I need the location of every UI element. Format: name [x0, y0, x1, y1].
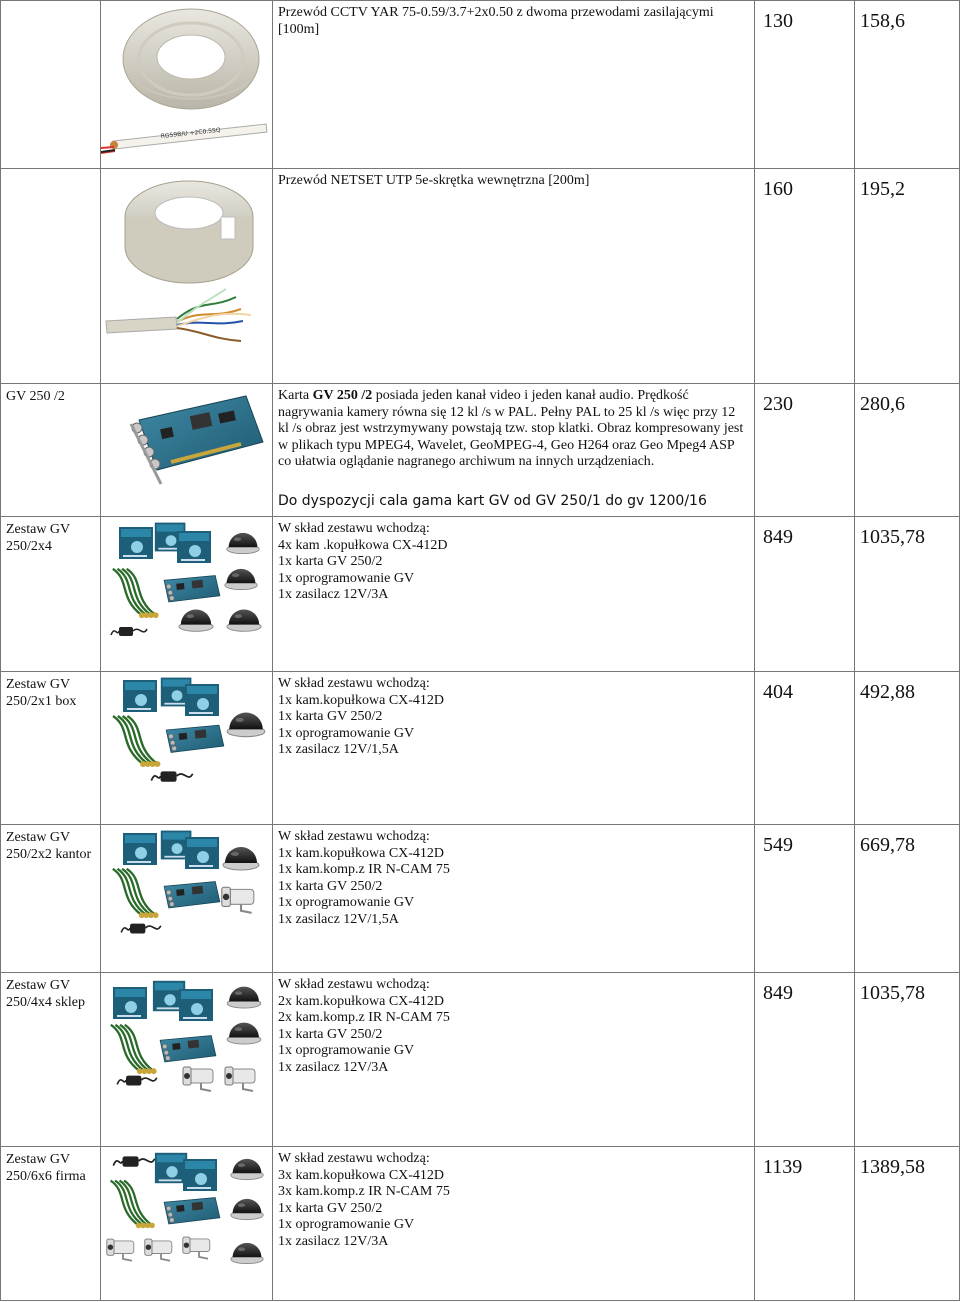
kit-item: W skład zestawu wchodzą: — [278, 829, 430, 844]
price-brutto: 1035,78 — [855, 517, 960, 672]
kit-2-cam-icon — [101, 825, 273, 971]
product-image-cell — [101, 973, 273, 1147]
desc-line: co ułatwia oglądanie nagranego archiwum na innych urządzeniach. — [278, 454, 655, 469]
kit-item: 1x zasilacz 12V/3A — [278, 1059, 389, 1075]
product-description — [273, 1147, 755, 1301]
kit-item: W skład zestawu wchodzą: — [278, 521, 430, 536]
kit-item: 1x oprogramowanie GV — [278, 570, 415, 586]
product-code: Zestaw GV 250/2x2 kantor — [1, 825, 101, 973]
product-code — [1, 169, 101, 384]
product-image-cell — [101, 384, 273, 517]
table-row — [1, 517, 960, 672]
table-row — [1, 672, 960, 825]
kit-item: 1x zasilacz 12V/1,5A — [278, 742, 399, 757]
kit-item: 1x zasilacz 12V/3A — [278, 1233, 389, 1249]
capture-card-icon — [101, 384, 273, 514]
price-netto: 849 — [755, 973, 855, 1147]
product-code: Zestaw GV 250/4x4 sklep — [1, 973, 101, 1147]
kit-item: 1x kam.komp.z IR N-CAM 75 — [278, 862, 450, 877]
price-brutto: 195,2 — [855, 169, 960, 384]
kit-item: 1x karta GV 250/2 — [278, 878, 383, 894]
product-description — [273, 672, 755, 825]
product-code: Zestaw GV 250/2x4 — [1, 517, 101, 672]
product-image-cell — [101, 169, 273, 384]
table-row — [1, 169, 960, 384]
price-brutto: 158,6 — [855, 1, 960, 169]
desc-line: [100m] — [278, 21, 320, 37]
product-code: Zestaw GV 250/6x6 firma — [1, 1147, 101, 1301]
table-row — [1, 973, 960, 1147]
desc-line: w plikach typu MPEG4, Wavelet, GeoMPEG-4, Geo H264 oraz Geo Mpeg4 ASP — [278, 437, 735, 453]
price-netto: 404 — [755, 672, 855, 825]
desc-line: Przewód CCTV YAR 75-0.59/3.7+2x0.50 z dwoma przewodami zasilającymi — [278, 5, 714, 20]
price-brutto: 492,88 — [855, 672, 960, 825]
kit-item: 1x karta GV 250/2 — [278, 554, 383, 569]
kit-4-dome-icon — [101, 517, 273, 667]
kit-item: 1x karta GV 250/2 — [278, 709, 383, 724]
product-description — [273, 169, 755, 384]
price-netto: 230 — [755, 384, 855, 517]
desc-line: nagrywania kamery równa się 12 kl /s w PAL. Pełny PAL to 25 kl /s więc przy 12 — [278, 404, 736, 420]
kit-item: 1x oprogramowanie GV — [278, 725, 415, 741]
product-code: GV 250 /2 — [1, 384, 101, 517]
desc-line: Przewód NETSET UTP 5e-skrętka wewnętrzna [200m] — [278, 173, 590, 188]
table-row — [1, 1147, 960, 1301]
kit-4-cam-icon — [101, 973, 273, 1143]
kit-item: 1x oprogramowanie GV — [278, 895, 415, 910]
price-netto: 160 — [755, 169, 855, 384]
kit-6-cam-icon — [101, 1147, 273, 1297]
product-code: Zestaw GV 250/2x1 box — [1, 672, 101, 825]
kit-item: 2x kam.komp.z IR N-CAM 75 — [278, 1010, 450, 1025]
price-brutto: 1389,58 — [855, 1147, 960, 1301]
kit-item: 1x oprogramowanie GV — [278, 1217, 415, 1232]
kit-item: 3x kam.komp.z IR N-CAM 75 — [278, 1184, 450, 1199]
availability-note: Do dyspozycji cala gama kart GV od GV 250/1 do gv 1200/16 — [278, 492, 707, 509]
product-image-cell — [101, 517, 273, 672]
price-brutto: 1035,78 — [855, 973, 960, 1147]
utp-cable-reel-icon — [101, 169, 273, 381]
product-image-cell — [101, 1, 273, 169]
price-netto: 130 — [755, 1, 855, 169]
product-description — [273, 825, 755, 973]
price-brutto: 669,78 — [855, 825, 960, 973]
kit-item: 1x oprogramowanie GV — [278, 1043, 415, 1058]
product-description — [273, 517, 755, 672]
table-row — [1, 825, 960, 973]
table-row — [1, 1, 960, 169]
kit-1-dome-icon — [101, 672, 273, 822]
price-netto: 849 — [755, 517, 855, 672]
table-row — [1, 384, 960, 517]
product-description — [273, 384, 755, 517]
price-netto: 549 — [755, 825, 855, 973]
product-image-cell — [101, 825, 273, 973]
desc-line: kl /s obraz jest wstrzymywany powstają tzw. stop klatki. Obraz kompresowany jest — [278, 421, 744, 436]
desc-line-first: Karta GV 250 /2 posiada jeden kanał video i jeden kanał audio. Prędkość — [278, 388, 689, 403]
kit-item: 1x zasilacz 12V/3A — [278, 587, 389, 602]
kit-item: 1x kam.kopułkowa CX-412D — [278, 692, 445, 708]
product-description — [273, 1, 755, 169]
product-image-cell — [101, 672, 273, 825]
kit-item: 1x karta GV 250/2 — [278, 1026, 383, 1042]
kit-item: 4x kam .kopułkowa CX-412D — [278, 537, 448, 553]
price-brutto: 280,6 — [855, 384, 960, 517]
kit-item: W skład zestawu wchodzą: — [278, 977, 430, 992]
price-netto: 1139 — [755, 1147, 855, 1301]
kit-item: W skład zestawu wchodzą: — [278, 1151, 430, 1166]
kit-item: 3x kam.kopułkowa CX-412D — [278, 1167, 445, 1183]
cable-print-label: RG59B/U +2C0.5SQ — [160, 126, 221, 140]
product-description — [273, 973, 755, 1147]
kit-item: W skład zestawu wchodzą: — [278, 676, 430, 691]
product-code — [1, 1, 101, 169]
kit-item: 1x karta GV 250/2 — [278, 1200, 383, 1216]
kit-item: 2x kam.kopułkowa CX-412D — [278, 993, 445, 1009]
kit-item: 1x kam.kopułkowa CX-412D — [278, 845, 445, 861]
product-image-cell — [101, 1147, 273, 1301]
kit-item: 1x zasilacz 12V/1,5A — [278, 911, 399, 927]
coax-cable-reel-icon — [101, 1, 273, 167]
